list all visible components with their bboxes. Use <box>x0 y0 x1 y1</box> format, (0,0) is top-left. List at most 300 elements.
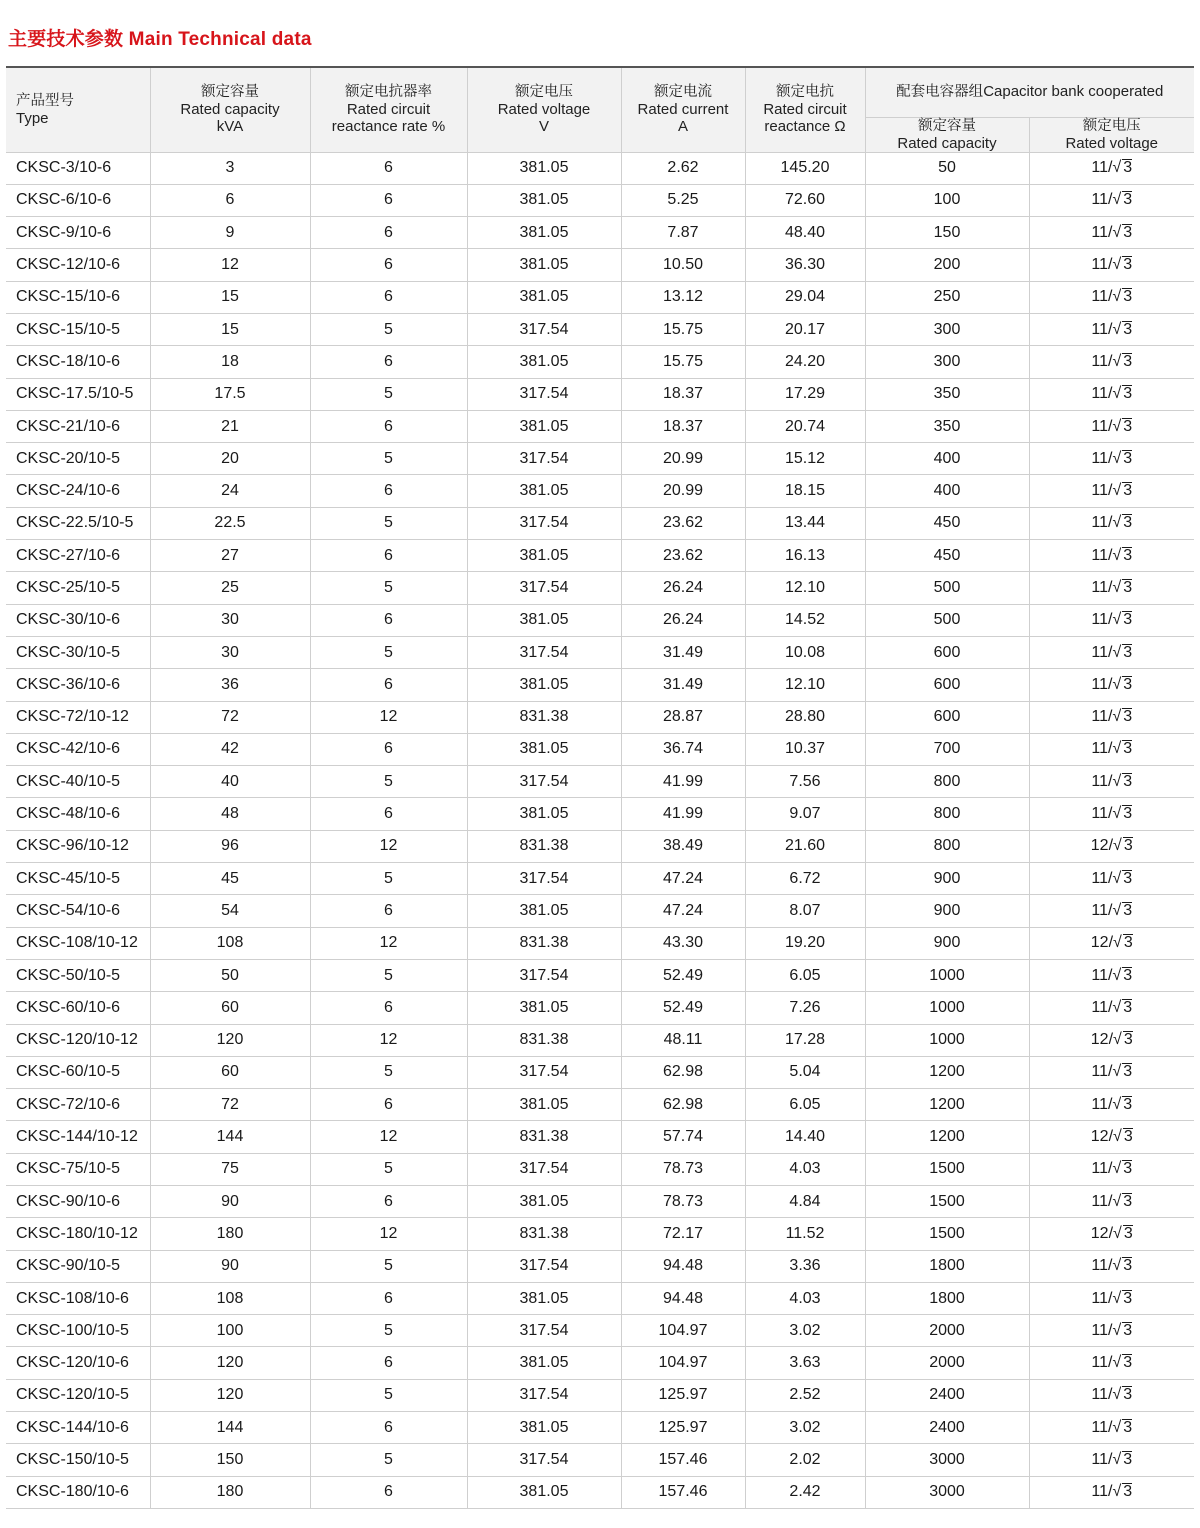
cell-bank-voltage: 11/√ 3 <box>1029 798 1194 830</box>
cell-current: 26.24 <box>621 604 745 636</box>
cell-reactance-rate: 5 <box>310 507 467 539</box>
cell-reactance-rate: 12 <box>310 701 467 733</box>
table-row <box>6 1444 1194 1476</box>
cell-type: CKSC-150/10-5 <box>6 1444 150 1476</box>
table-row <box>6 1250 1194 1282</box>
cell-capacity: 180 <box>150 1218 310 1250</box>
cell-reactance: 3.02 <box>745 1412 865 1444</box>
cell-current: 52.49 <box>621 959 745 991</box>
cell-bank-voltage: 11/√ 3 <box>1029 766 1194 798</box>
table-row <box>6 1024 1194 1056</box>
cell-bank-capacity: 200 <box>865 249 1029 281</box>
cell-bank-capacity: 500 <box>865 604 1029 636</box>
cell-reactance: 29.04 <box>745 281 865 313</box>
cell-type: CKSC-72/10-12 <box>6 701 150 733</box>
cell-reactance-rate: 6 <box>310 1186 467 1218</box>
cell-current: 38.49 <box>621 830 745 862</box>
cell-type: CKSC-18/10-6 <box>6 346 150 378</box>
cell-reactance-rate: 6 <box>310 1476 467 1508</box>
table-row <box>6 863 1194 895</box>
cell-type: CKSC-120/10-5 <box>6 1379 150 1411</box>
table-row <box>6 1379 1194 1411</box>
cell-reactance-rate: 6 <box>310 669 467 701</box>
cell-type: CKSC-3/10-6 <box>6 152 150 184</box>
cell-reactance-rate: 5 <box>310 1250 467 1282</box>
cell-voltage: 381.05 <box>467 540 621 572</box>
cell-current: 5.25 <box>621 184 745 216</box>
cell-voltage: 831.38 <box>467 701 621 733</box>
cell-bank-capacity: 400 <box>865 475 1029 507</box>
cell-bank-voltage: 11/√ 3 <box>1029 1315 1194 1347</box>
cell-capacity: 108 <box>150 1282 310 1314</box>
cell-bank-capacity: 1500 <box>865 1186 1029 1218</box>
cell-reactance: 19.20 <box>745 927 865 959</box>
cell-reactance-rate: 5 <box>310 1056 467 1088</box>
cell-current: 10.50 <box>621 249 745 281</box>
cell-current: 2.62 <box>621 152 745 184</box>
cell-bank-capacity: 900 <box>865 863 1029 895</box>
cell-voltage: 317.54 <box>467 1315 621 1347</box>
cell-voltage: 381.05 <box>467 475 621 507</box>
cell-bank-voltage: 11/√ 3 <box>1029 733 1194 765</box>
cell-voltage: 317.54 <box>467 863 621 895</box>
cell-reactance-rate: 5 <box>310 443 467 475</box>
cell-bank-voltage: 11/√ 3 <box>1029 669 1194 701</box>
cell-voltage: 317.54 <box>467 378 621 410</box>
cell-current: 78.73 <box>621 1186 745 1218</box>
cell-current: 104.97 <box>621 1315 745 1347</box>
cell-voltage: 381.05 <box>467 346 621 378</box>
cell-reactance-rate: 5 <box>310 572 467 604</box>
table-row <box>6 1186 1194 1218</box>
cell-bank-capacity: 2400 <box>865 1412 1029 1444</box>
table-row <box>6 604 1194 636</box>
cell-current: 94.48 <box>621 1250 745 1282</box>
cell-bank-capacity: 700 <box>865 733 1029 765</box>
table-row <box>6 152 1194 184</box>
cell-capacity: 6 <box>150 184 310 216</box>
cell-reactance: 21.60 <box>745 830 865 862</box>
cell-capacity: 100 <box>150 1315 310 1347</box>
cell-reactance: 28.80 <box>745 701 865 733</box>
cell-reactance-rate: 6 <box>310 249 467 281</box>
cell-type: CKSC-45/10-5 <box>6 863 150 895</box>
cell-reactance: 10.37 <box>745 733 865 765</box>
cell-bank-voltage: 11/√ 3 <box>1029 1056 1194 1088</box>
cell-current: 72.17 <box>621 1218 745 1250</box>
cell-type: CKSC-15/10-5 <box>6 313 150 345</box>
cell-voltage: 381.05 <box>467 1186 621 1218</box>
cell-voltage: 317.54 <box>467 1444 621 1476</box>
cell-bank-voltage: 11/√ 3 <box>1029 1186 1194 1218</box>
cell-reactance: 24.20 <box>745 346 865 378</box>
cell-current: 57.74 <box>621 1121 745 1153</box>
cell-current: 41.99 <box>621 798 745 830</box>
cell-capacity: 20 <box>150 443 310 475</box>
page-title: 主要技术参数 Main Technical data <box>8 29 312 50</box>
cell-voltage: 381.05 <box>467 281 621 313</box>
cell-current: 47.24 <box>621 895 745 927</box>
cell-capacity: 108 <box>150 927 310 959</box>
cell-bank-capacity: 3000 <box>865 1476 1029 1508</box>
cell-bank-capacity: 1800 <box>865 1250 1029 1282</box>
table-row <box>6 798 1194 830</box>
cell-capacity: 24 <box>150 475 310 507</box>
cell-capacity: 17.5 <box>150 378 310 410</box>
cell-bank-voltage: 11/√ 3 <box>1029 443 1194 475</box>
cell-voltage: 381.05 <box>467 184 621 216</box>
cell-bank-capacity: 1000 <box>865 1024 1029 1056</box>
cell-reactance: 20.74 <box>745 410 865 442</box>
cell-type: CKSC-21/10-6 <box>6 410 150 442</box>
cell-current: 125.97 <box>621 1379 745 1411</box>
table-row <box>6 992 1194 1024</box>
cell-type: CKSC-9/10-6 <box>6 217 150 249</box>
cell-current: 15.75 <box>621 313 745 345</box>
cell-type: CKSC-54/10-6 <box>6 895 150 927</box>
cell-capacity: 144 <box>150 1121 310 1153</box>
cell-reactance: 18.15 <box>745 475 865 507</box>
cell-reactance: 4.03 <box>745 1153 865 1185</box>
cell-type: CKSC-96/10-12 <box>6 830 150 862</box>
cell-bank-voltage: 11/√ 3 <box>1029 152 1194 184</box>
cell-type: CKSC-120/10-6 <box>6 1347 150 1379</box>
table-row <box>6 217 1194 249</box>
header-rated-capacity: 额定容量 Rated capacity kVA <box>150 67 310 152</box>
cell-bank-capacity: 800 <box>865 830 1029 862</box>
cell-reactance-rate: 6 <box>310 346 467 378</box>
cell-capacity: 45 <box>150 863 310 895</box>
table-row <box>6 733 1194 765</box>
table-row <box>6 1218 1194 1250</box>
cell-bank-voltage: 11/√ 3 <box>1029 863 1194 895</box>
cell-reactance: 6.05 <box>745 1089 865 1121</box>
cell-bank-capacity: 600 <box>865 669 1029 701</box>
cell-reactance: 9.07 <box>745 798 865 830</box>
cell-reactance-rate: 6 <box>310 992 467 1024</box>
cell-reactance-rate: 5 <box>310 766 467 798</box>
cell-current: 62.98 <box>621 1056 745 1088</box>
cell-current: 31.49 <box>621 669 745 701</box>
cell-type: CKSC-72/10-6 <box>6 1089 150 1121</box>
cell-type: CKSC-108/10-6 <box>6 1282 150 1314</box>
cell-capacity: 25 <box>150 572 310 604</box>
cell-reactance: 36.30 <box>745 249 865 281</box>
cell-bank-capacity: 450 <box>865 507 1029 539</box>
cell-current: 47.24 <box>621 863 745 895</box>
cell-current: 41.99 <box>621 766 745 798</box>
cell-bank-capacity: 400 <box>865 443 1029 475</box>
table-row <box>6 927 1194 959</box>
cell-bank-capacity: 2000 <box>865 1315 1029 1347</box>
cell-reactance-rate: 6 <box>310 1412 467 1444</box>
cell-reactance-rate: 6 <box>310 152 467 184</box>
cell-bank-voltage: 11/√ 3 <box>1029 378 1194 410</box>
cell-capacity: 90 <box>150 1250 310 1282</box>
cell-reactance-rate: 6 <box>310 217 467 249</box>
header-type: 产品型号 Type <box>6 67 150 152</box>
technical-data-table-container <box>6 66 1194 1509</box>
cell-reactance: 7.56 <box>745 766 865 798</box>
cell-capacity: 72 <box>150 701 310 733</box>
cell-reactance: 2.02 <box>745 1444 865 1476</box>
cell-type: CKSC-17.5/10-5 <box>6 378 150 410</box>
cell-bank-voltage: 11/√ 3 <box>1029 313 1194 345</box>
cell-reactance: 145.20 <box>745 152 865 184</box>
cell-voltage: 317.54 <box>467 959 621 991</box>
cell-reactance-rate: 12 <box>310 830 467 862</box>
table-row <box>6 1476 1194 1508</box>
cell-reactance-rate: 12 <box>310 1121 467 1153</box>
cell-bank-capacity: 3000 <box>865 1444 1029 1476</box>
cell-bank-capacity: 900 <box>865 927 1029 959</box>
table-row <box>6 1056 1194 1088</box>
table-row <box>6 572 1194 604</box>
cell-type: CKSC-40/10-5 <box>6 766 150 798</box>
cell-reactance-rate: 5 <box>310 863 467 895</box>
cell-reactance-rate: 6 <box>310 895 467 927</box>
cell-reactance-rate: 5 <box>310 378 467 410</box>
cell-current: 7.87 <box>621 217 745 249</box>
table-row <box>6 1282 1194 1314</box>
cell-type: CKSC-60/10-5 <box>6 1056 150 1088</box>
cell-bank-voltage: 11/√ 3 <box>1029 636 1194 668</box>
cell-voltage: 381.05 <box>467 249 621 281</box>
cell-capacity: 9 <box>150 217 310 249</box>
cell-capacity: 36 <box>150 669 310 701</box>
cell-capacity: 15 <box>150 281 310 313</box>
cell-bank-capacity: 450 <box>865 540 1029 572</box>
cell-current: 36.74 <box>621 733 745 765</box>
cell-type: CKSC-36/10-6 <box>6 669 150 701</box>
cell-reactance-rate: 6 <box>310 1089 467 1121</box>
cell-bank-capacity: 1200 <box>865 1089 1029 1121</box>
cell-reactance: 8.07 <box>745 895 865 927</box>
cell-capacity: 15 <box>150 313 310 345</box>
cell-type: CKSC-25/10-5 <box>6 572 150 604</box>
cell-capacity: 12 <box>150 249 310 281</box>
cell-reactance: 20.17 <box>745 313 865 345</box>
cell-bank-capacity: 250 <box>865 281 1029 313</box>
cell-capacity: 120 <box>150 1379 310 1411</box>
cell-voltage: 317.54 <box>467 313 621 345</box>
cell-current: 15.75 <box>621 346 745 378</box>
cell-reactance-rate: 6 <box>310 540 467 572</box>
cell-bank-voltage: 11/√ 3 <box>1029 540 1194 572</box>
cell-bank-voltage: 11/√ 3 <box>1029 1412 1194 1444</box>
cell-voltage: 381.05 <box>467 992 621 1024</box>
cell-reactance: 2.52 <box>745 1379 865 1411</box>
cell-bank-capacity: 800 <box>865 766 1029 798</box>
header-rated-reactance: 额定电抗 Rated circuit reactance Ω <box>745 67 865 152</box>
table-row <box>6 1153 1194 1185</box>
table-row <box>6 378 1194 410</box>
cell-capacity: 60 <box>150 1056 310 1088</box>
cell-type: CKSC-15/10-6 <box>6 281 150 313</box>
cell-bank-voltage: 12/√ 3 <box>1029 1121 1194 1153</box>
cell-current: 78.73 <box>621 1153 745 1185</box>
cell-reactance: 10.08 <box>745 636 865 668</box>
cell-bank-capacity: 1000 <box>865 992 1029 1024</box>
cell-voltage: 381.05 <box>467 604 621 636</box>
cell-bank-voltage: 11/√ 3 <box>1029 992 1194 1024</box>
cell-capacity: 42 <box>150 733 310 765</box>
cell-capacity: 180 <box>150 1476 310 1508</box>
cell-voltage: 381.05 <box>467 410 621 442</box>
cell-reactance: 4.03 <box>745 1282 865 1314</box>
table-row <box>6 346 1194 378</box>
cell-bank-capacity: 100 <box>865 184 1029 216</box>
cell-current: 125.97 <box>621 1412 745 1444</box>
cell-voltage: 381.05 <box>467 1412 621 1444</box>
cell-bank-capacity: 800 <box>865 798 1029 830</box>
cell-bank-voltage: 11/√ 3 <box>1029 959 1194 991</box>
cell-capacity: 60 <box>150 992 310 1024</box>
cell-bank-capacity: 2400 <box>865 1379 1029 1411</box>
cell-current: 31.49 <box>621 636 745 668</box>
cell-bank-voltage: 11/√ 3 <box>1029 507 1194 539</box>
cell-reactance-rate: 5 <box>310 313 467 345</box>
cell-type: CKSC-30/10-6 <box>6 604 150 636</box>
cell-current: 26.24 <box>621 572 745 604</box>
table-row <box>6 1315 1194 1347</box>
cell-current: 94.48 <box>621 1282 745 1314</box>
cell-reactance: 3.02 <box>745 1315 865 1347</box>
cell-bank-voltage: 11/√ 3 <box>1029 475 1194 507</box>
table-row <box>6 669 1194 701</box>
table-row <box>6 475 1194 507</box>
cell-reactance-rate: 12 <box>310 1218 467 1250</box>
cell-reactance-rate: 5 <box>310 1153 467 1185</box>
cell-bank-voltage: 11/√ 3 <box>1029 346 1194 378</box>
table-row <box>6 443 1194 475</box>
cell-capacity: 50 <box>150 959 310 991</box>
cell-bank-voltage: 11/√ 3 <box>1029 217 1194 249</box>
cell-capacity: 30 <box>150 636 310 668</box>
cell-bank-voltage: 12/√ 3 <box>1029 830 1194 862</box>
cell-voltage: 317.54 <box>467 572 621 604</box>
header-rated-voltage: 额定电压 Rated voltage V <box>467 67 621 152</box>
cell-reactance: 17.28 <box>745 1024 865 1056</box>
cell-bank-voltage: 12/√ 3 <box>1029 1024 1194 1056</box>
cell-reactance-rate: 6 <box>310 1347 467 1379</box>
cell-reactance-rate: 5 <box>310 1379 467 1411</box>
table-row <box>6 410 1194 442</box>
cell-bank-voltage: 11/√ 3 <box>1029 895 1194 927</box>
cell-voltage: 381.05 <box>467 798 621 830</box>
cell-bank-voltage: 11/√ 3 <box>1029 1153 1194 1185</box>
cell-voltage: 317.54 <box>467 1153 621 1185</box>
cell-bank-voltage: 11/√ 3 <box>1029 249 1194 281</box>
cell-reactance: 2.42 <box>745 1476 865 1508</box>
cell-type: CKSC-42/10-6 <box>6 733 150 765</box>
cell-current: 20.99 <box>621 443 745 475</box>
cell-bank-capacity: 900 <box>865 895 1029 927</box>
header-rated-current: 额定电流 Rated current A <box>621 67 745 152</box>
cell-bank-voltage: 11/√ 3 <box>1029 281 1194 313</box>
cell-type: CKSC-144/10-12 <box>6 1121 150 1153</box>
cell-bank-capacity: 300 <box>865 346 1029 378</box>
cell-reactance: 11.52 <box>745 1218 865 1250</box>
cell-bank-voltage: 12/√ 3 <box>1029 927 1194 959</box>
cell-reactance: 17.29 <box>745 378 865 410</box>
cell-type: CKSC-48/10-6 <box>6 798 150 830</box>
cell-capacity: 48 <box>150 798 310 830</box>
cell-type: CKSC-27/10-6 <box>6 540 150 572</box>
table-row <box>6 1089 1194 1121</box>
cell-bank-capacity: 1200 <box>865 1121 1029 1153</box>
cell-capacity: 27 <box>150 540 310 572</box>
cell-current: 157.46 <box>621 1476 745 1508</box>
table-row <box>6 1347 1194 1379</box>
cell-voltage: 381.05 <box>467 1347 621 1379</box>
cell-capacity: 18 <box>150 346 310 378</box>
cell-type: CKSC-90/10-6 <box>6 1186 150 1218</box>
cell-type: CKSC-108/10-12 <box>6 927 150 959</box>
cell-reactance-rate: 6 <box>310 281 467 313</box>
cell-bank-voltage: 11/√ 3 <box>1029 604 1194 636</box>
header-bank-voltage: 额定电压 Rated voltage <box>1029 117 1194 152</box>
cell-bank-voltage: 11/√ 3 <box>1029 1444 1194 1476</box>
cell-reactance-rate: 12 <box>310 927 467 959</box>
cell-type: CKSC-120/10-12 <box>6 1024 150 1056</box>
table-row <box>6 895 1194 927</box>
table-row <box>6 830 1194 862</box>
cell-bank-voltage: 11/√ 3 <box>1029 410 1194 442</box>
header-bank-capacity: 额定容量 Rated capacity <box>865 117 1029 152</box>
cell-bank-capacity: 1500 <box>865 1153 1029 1185</box>
cell-current: 48.11 <box>621 1024 745 1056</box>
cell-bank-voltage: 11/√ 3 <box>1029 1250 1194 1282</box>
cell-reactance-rate: 6 <box>310 410 467 442</box>
cell-reactance-rate: 5 <box>310 959 467 991</box>
cell-capacity: 3 <box>150 152 310 184</box>
cell-current: 52.49 <box>621 992 745 1024</box>
cell-bank-voltage: 11/√ 3 <box>1029 1476 1194 1508</box>
cell-reactance: 13.44 <box>745 507 865 539</box>
cell-reactance: 72.60 <box>745 184 865 216</box>
table-body <box>6 152 1194 1508</box>
cell-bank-capacity: 600 <box>865 701 1029 733</box>
cell-voltage: 381.05 <box>467 669 621 701</box>
cell-reactance-rate: 6 <box>310 798 467 830</box>
cell-reactance: 14.52 <box>745 604 865 636</box>
cell-type: CKSC-144/10-6 <box>6 1412 150 1444</box>
cell-type: CKSC-24/10-6 <box>6 475 150 507</box>
cell-voltage: 381.05 <box>467 733 621 765</box>
cell-capacity: 96 <box>150 830 310 862</box>
cell-type: CKSC-60/10-6 <box>6 992 150 1024</box>
cell-type: CKSC-12/10-6 <box>6 249 150 281</box>
cell-current: 104.97 <box>621 1347 745 1379</box>
cell-voltage: 831.38 <box>467 1024 621 1056</box>
cell-voltage: 317.54 <box>467 443 621 475</box>
cell-bank-capacity: 50 <box>865 152 1029 184</box>
cell-current: 18.37 <box>621 378 745 410</box>
cell-capacity: 40 <box>150 766 310 798</box>
cell-bank-capacity: 350 <box>865 378 1029 410</box>
table-row <box>6 313 1194 345</box>
cell-bank-capacity: 1500 <box>865 1218 1029 1250</box>
cell-voltage: 317.54 <box>467 766 621 798</box>
cell-reactance: 6.05 <box>745 959 865 991</box>
cell-bank-voltage: 11/√ 3 <box>1029 701 1194 733</box>
cell-capacity: 120 <box>150 1347 310 1379</box>
cell-reactance: 12.10 <box>745 669 865 701</box>
cell-capacity: 90 <box>150 1186 310 1218</box>
cell-bank-voltage: 11/√ 3 <box>1029 1282 1194 1314</box>
cell-reactance: 12.10 <box>745 572 865 604</box>
